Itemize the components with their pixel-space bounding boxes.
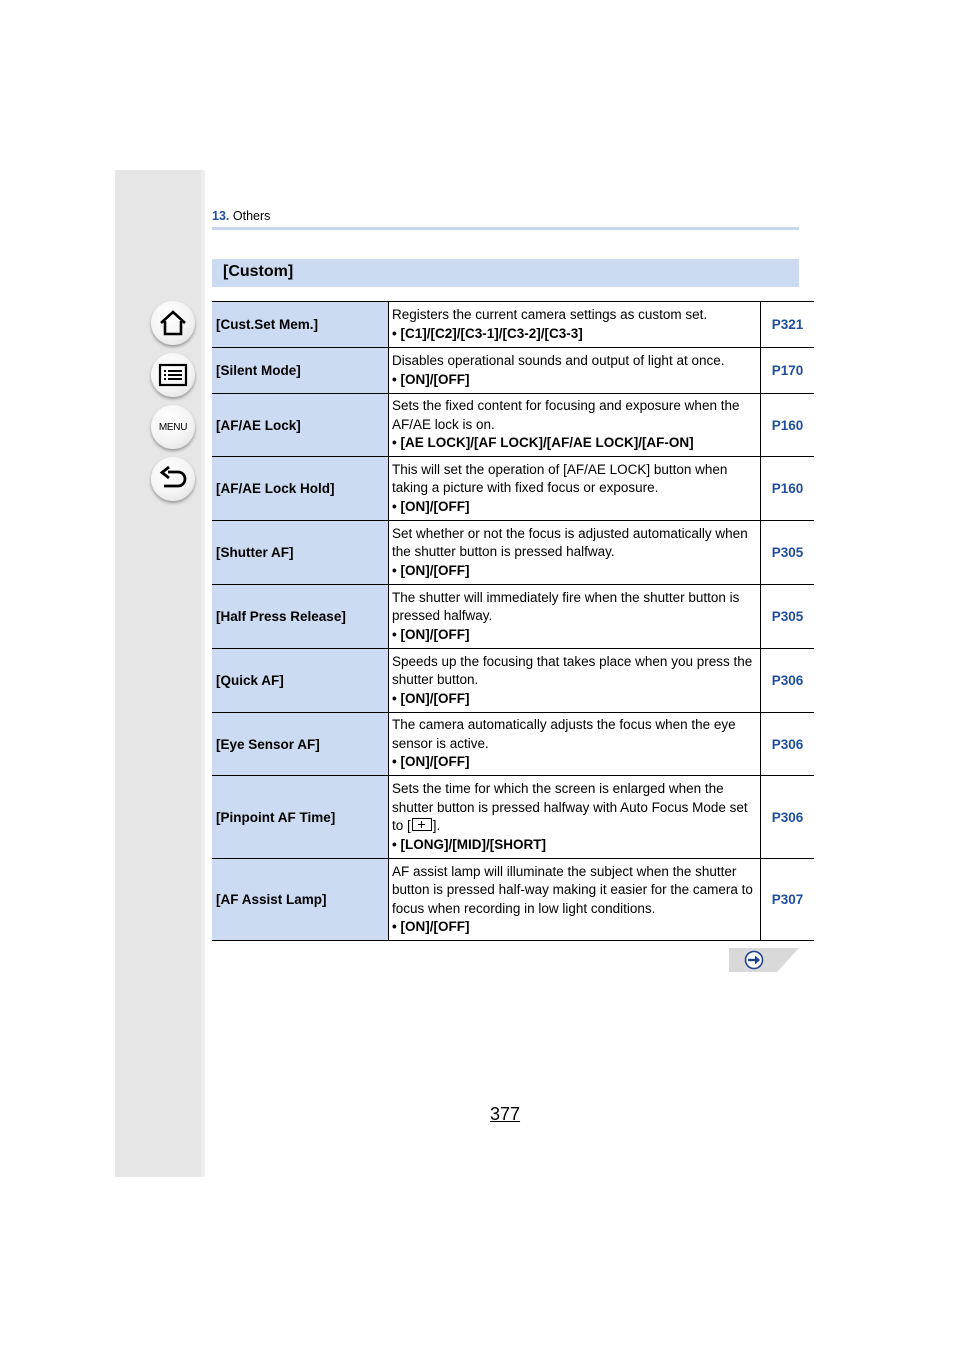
setting-name: [Silent Mode] [212, 348, 389, 394]
description-text: Set whether or not the focus is adjusted automatically when the shutter button is pressed halfway. [392, 525, 748, 560]
header-rule [212, 227, 799, 230]
table-row [212, 457, 814, 521]
menu-icon: MENU [158, 421, 188, 433]
setting-name: [Cust.Set Mem.] [212, 302, 389, 348]
table-row [212, 348, 814, 394]
setting-options: • [LONG]/[MID]/[SHORT] [392, 836, 546, 852]
setting-description [389, 649, 761, 713]
setting-options: • [ON]/[OFF] [392, 919, 470, 934]
table-row [212, 521, 814, 585]
page-link[interactable]: P170 [771, 363, 804, 378]
description-text: This will set the operation of [AF/AE LOCK] button when taking a picture with fixed focus or exposure. [392, 461, 728, 496]
setting-name: [Pinpoint AF Time] [212, 776, 389, 859]
page-link[interactable]: P160 [771, 481, 804, 496]
breadcrumb [212, 209, 270, 223]
section-title: [Custom] [223, 263, 294, 280]
description-text: Speeds up the focusing that takes place when you press the shutter button. [392, 653, 753, 688]
page-link[interactable]: P321 [771, 317, 804, 332]
setting-name: [Quick AF] [212, 649, 389, 713]
page-reference [761, 457, 815, 521]
description-text: The shutter will immediately fire when the shutter button is pressed halfway. [392, 589, 740, 624]
page-reference [761, 585, 815, 649]
page-reference [761, 302, 815, 348]
description-text: Registers the current camera settings as custom set. [392, 307, 708, 322]
description-text: Sets the time for which the screen is enlarged when the shutter button is pressed halfway with Auto Focus Mode set to [ [392, 781, 748, 833]
setting-options: • [ON]/[OFF] [392, 498, 470, 514]
page-link[interactable]: P307 [771, 892, 804, 907]
home-icon [158, 309, 188, 337]
next-page-arrow-icon [729, 948, 799, 972]
chapter-number: 13. [212, 209, 230, 223]
description-text: The camera automatically adjusts the focus when the eye sensor is active. [392, 717, 736, 751]
page-link[interactable]: P305 [771, 545, 804, 560]
setting-options: • [ON]/[OFF] [392, 754, 470, 770]
table-row [212, 394, 814, 457]
table-row [212, 302, 814, 348]
page-reference [761, 348, 815, 394]
setting-description [389, 859, 761, 941]
setting-options: • [ON]/[OFF] [392, 690, 470, 706]
description-text: Sets the fixed content for focusing and exposure when the AF/AE lock is on. [392, 398, 740, 432]
setting-name: [AF Assist Lamp] [212, 859, 389, 941]
page-number: 377 [490, 1104, 521, 1124]
setting-name: [Eye Sensor AF] [212, 713, 389, 776]
setting-name: [Shutter AF] [212, 521, 389, 585]
page-link[interactable]: P306 [771, 809, 804, 825]
home-button[interactable] [151, 301, 195, 345]
description-text: AF assist lamp will illuminate the subject when the shutter button is pressed half-way making it easier for the camera to focus when recording in low light conditions. [392, 863, 753, 916]
chapter-title: Others [232, 209, 271, 223]
setting-options: • [AE LOCK]/[AF LOCK]/[AF/AE LOCK]/[AF-ON] [392, 435, 694, 451]
table-row [212, 649, 814, 713]
table-row [212, 776, 814, 859]
back-button[interactable] [151, 457, 195, 501]
setting-description [389, 302, 761, 348]
setting-description [389, 585, 761, 649]
page-reference [761, 776, 815, 859]
page-reference [761, 394, 815, 457]
page-link[interactable]: P306 [771, 736, 804, 752]
page-reference [761, 649, 815, 713]
setting-name: [AF/AE Lock] [212, 394, 389, 457]
page-reference [761, 713, 815, 776]
contents-button[interactable] [151, 353, 195, 397]
back-arrow-icon [158, 466, 188, 492]
table-row [212, 713, 814, 776]
setting-name: [Half Press Release] [212, 585, 389, 649]
setting-options: • [ON]/[OFF] [392, 371, 470, 387]
contents-list-icon [158, 363, 188, 387]
page-reference [761, 521, 815, 585]
page-link[interactable]: P306 [771, 673, 804, 688]
setting-options: • [C1]/[C2]/[C3-1]/[C3-2]/[C3-3] [392, 325, 583, 341]
setting-description [389, 776, 761, 859]
setting-description [389, 713, 761, 776]
description-text: Disables operational sounds and output of light at once. [392, 353, 725, 368]
setting-description [389, 348, 761, 394]
table-row [212, 585, 814, 649]
setting-name: [AF/AE Lock Hold] [212, 457, 389, 521]
setting-options: • [ON]/[OFF] [392, 626, 470, 642]
table-row [212, 859, 814, 941]
description-text-tail: ]. [432, 818, 441, 833]
sidebar-edge [201, 170, 205, 1177]
pinpoint-af-icon [412, 818, 432, 831]
menu-button[interactable] [151, 405, 195, 449]
setting-options: • [ON]/[OFF] [392, 562, 470, 578]
page-link[interactable]: P160 [771, 417, 804, 433]
page-link[interactable]: P305 [771, 609, 804, 624]
setting-description [389, 394, 761, 457]
settings-table [212, 301, 814, 941]
setting-description [389, 521, 761, 585]
page-reference [761, 859, 815, 941]
setting-description [389, 457, 761, 521]
section-header [212, 259, 799, 287]
next-page-button[interactable] [729, 948, 799, 972]
